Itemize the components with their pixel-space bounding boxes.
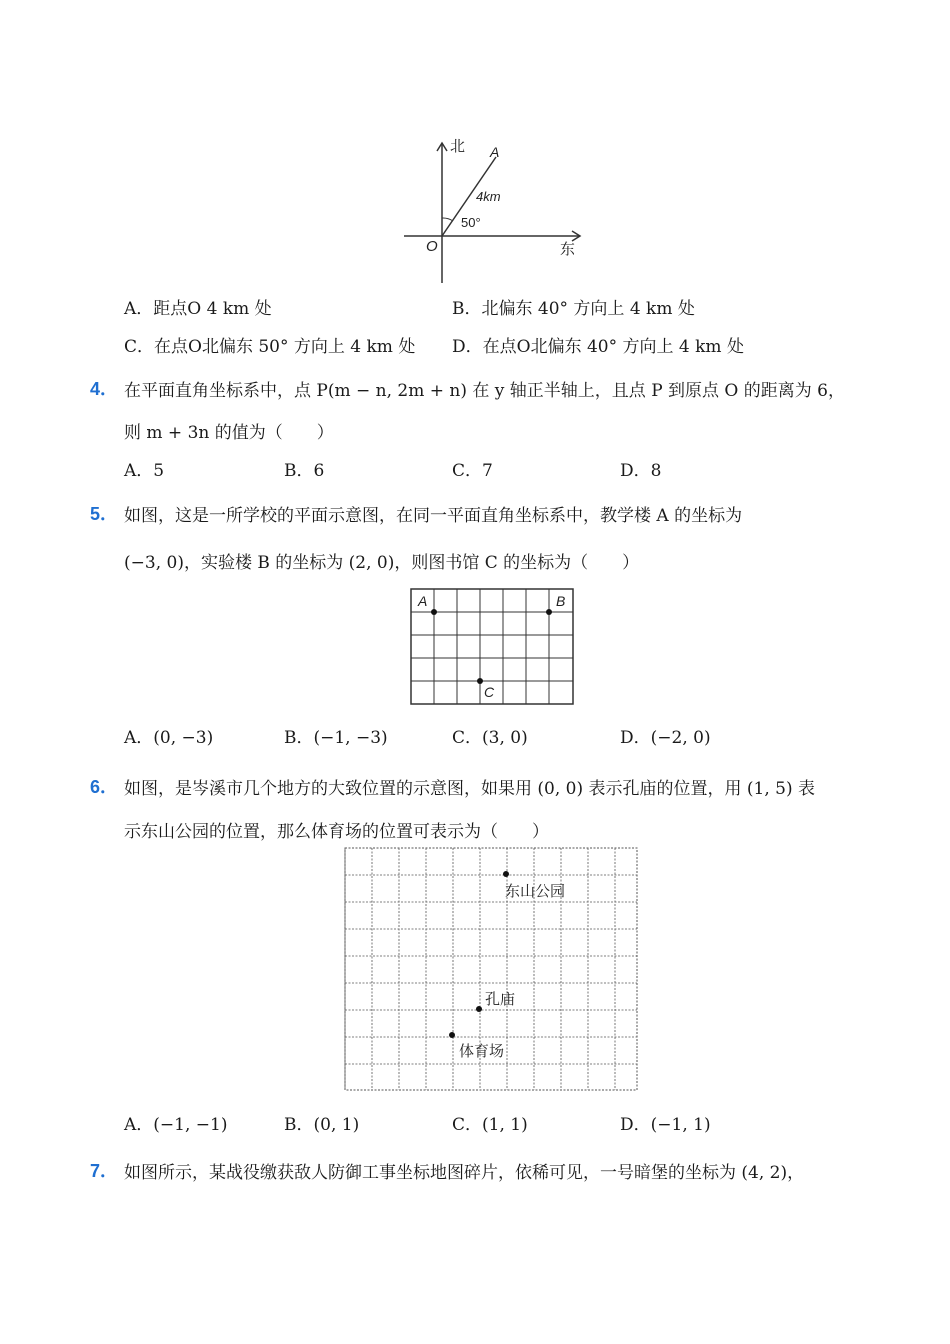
q6-stem-line2: 示东山公园的位置，那么体育场的位置可表示为（ ） (124, 822, 549, 842)
distance-label: 4km (476, 189, 501, 204)
q4-option-a: A．5 (124, 461, 165, 481)
q3-option-b: B．北偏东 40° 方向上 4 km 处 (452, 299, 695, 319)
point-c-label: C (484, 684, 495, 700)
north-label: 北 (450, 138, 466, 155)
q6-stem-line1: 如图，是岑溪市几个地方的大致位置的示意图，如果用 (0, 0) 表示孔庙的位置，用 (1, 5) 表 (124, 779, 816, 799)
q6-option-a: A．(−1, −1) (124, 1115, 228, 1135)
q5-option-b: B．(−1, −3) (284, 728, 388, 748)
school-grid-figure (408, 586, 578, 708)
q3-option-d: D．在点O北偏东 40° 方向上 4 km 处 (452, 337, 744, 357)
east-label: 东 (560, 241, 576, 258)
origin-label: O (426, 238, 438, 255)
point-b-label: B (556, 593, 566, 609)
q5-option-d: D．(−2, 0) (620, 728, 711, 748)
compass-figure (400, 135, 590, 285)
point-a-dot (431, 609, 437, 615)
q4-number: 4． (90, 379, 119, 399)
point-a-label: A (490, 144, 500, 160)
q4-option-d: D．8 (620, 461, 662, 481)
q5-number: 5． (90, 504, 119, 524)
q3-option-a: A．距点O 4 km 处 (124, 299, 272, 319)
q4-option-c: C．7 (452, 461, 493, 481)
q6-option-c: C．(1, 1) (452, 1115, 528, 1135)
point-a-label: A (418, 593, 428, 609)
temple-dot (476, 1006, 482, 1012)
angle-label: 50° (461, 215, 481, 230)
q7-number: 7． (90, 1161, 119, 1181)
q6-number: 6． (90, 777, 119, 797)
q5-option-c: C．(3, 0) (452, 728, 528, 748)
point-c-dot (477, 678, 483, 684)
temple-label: 孔庙 (485, 991, 516, 1008)
q6-option-d: D．(−1, 1) (620, 1115, 711, 1135)
q7-stem-line1: 如图所示，某战役缴获敌人防御工事坐标地图碎片，依稀可见，一号暗堡的坐标为 (4, 2)， (124, 1163, 805, 1183)
park-label: 东山公园 (505, 883, 566, 900)
q5-stem-line2: (−3, 0)，实验楼 B 的坐标为 (2, 0)，则图书馆 C 的坐标为（ ） (124, 553, 640, 573)
park-dot (503, 871, 509, 877)
q4-stem-line2: 则 m + 3n 的值为（ ） (124, 423, 334, 443)
stadium-dot (449, 1032, 455, 1038)
point-b-dot (546, 609, 552, 615)
q5-option-a: A．(0, −3) (124, 728, 214, 748)
q5-stem-line1: 如图，这是一所学校的平面示意图，在同一平面直角坐标系中，教学楼 A 的坐标为 (124, 506, 743, 526)
city-map-figure (343, 846, 641, 1094)
stadium-label: 体育场 (459, 1043, 505, 1060)
q6-option-b: B．(0, 1) (284, 1115, 360, 1135)
q3-option-c: C．在点O北偏东 50° 方向上 4 km 处 (124, 337, 416, 357)
q4-stem-line1: 在平面直角坐标系中，点 P(m − n, 2m + n) 在 y 轴正半轴上，且点 P 到原点 O 的距离为 6， (124, 381, 845, 401)
q4-option-b: B．6 (284, 461, 325, 481)
angle-arc (442, 218, 453, 221)
